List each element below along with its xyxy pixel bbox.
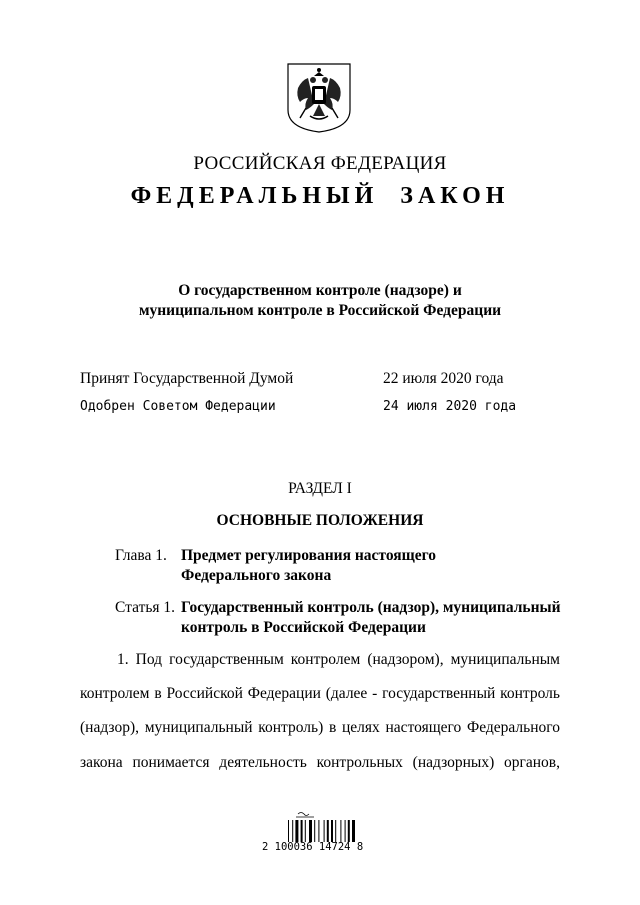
law-title-line1: О государственном контроле (надзоре) и [178,282,462,299]
article-label: Статья 1. [115,599,176,616]
body-text-line: контролем в Российской Федерации (далее - государственный контроль [80,685,560,702]
coat-of-arms-emblem [286,62,352,134]
document-type-word2: ЗАКОН [400,183,510,209]
body-text-line: 1. Под государственным контролем (надзором), муниципальным [117,651,560,668]
chapter-label: Глава 1. [115,547,167,564]
barcode-number: 2 100036 14724 8 [262,841,364,853]
section-number: РАЗДЕЛ I [288,480,352,497]
law-title-line2: муниципальном контроле в Российской Федерации [138,302,502,319]
chapter-title-line1: Предмет регулирования настоящего [181,547,437,564]
article-title-line1: Государственный контроль (надзор), муниципальный [181,599,561,616]
article-title-line2: контроль в Российской Федерации [181,619,426,636]
adoption-date: 22 июля 2020 года [383,370,504,387]
adoption-row-duma [80,370,560,388]
section-title: ОСНОВНЫЕ ПОЛОЖЕНИЯ [216,512,424,529]
body-text-line: (надзор), муниципальный контроль) в целях настоящего Федерального [80,719,560,736]
body-text-line: закона понимается деятельность контрольных (надзорных) органов, [80,754,560,771]
chapter-title-line2: Федерального закона [181,567,332,584]
chapter-title [181,546,436,586]
document-type-word1: ФЕДЕРАЛЬНЫЙ [130,183,379,209]
adoption-label: Одобрен Советом Федерации [80,399,276,414]
adoption-date: 24 июля 2020 года [383,399,517,414]
law-title [0,281,640,321]
country-name: РОССИЙСКАЯ ФЕДЕРАЦИЯ [193,153,447,174]
document-type [0,183,640,210]
adoption-row-council [80,399,560,414]
article-title [181,598,561,638]
adoption-label: Принят Государственной Думой [80,370,294,387]
